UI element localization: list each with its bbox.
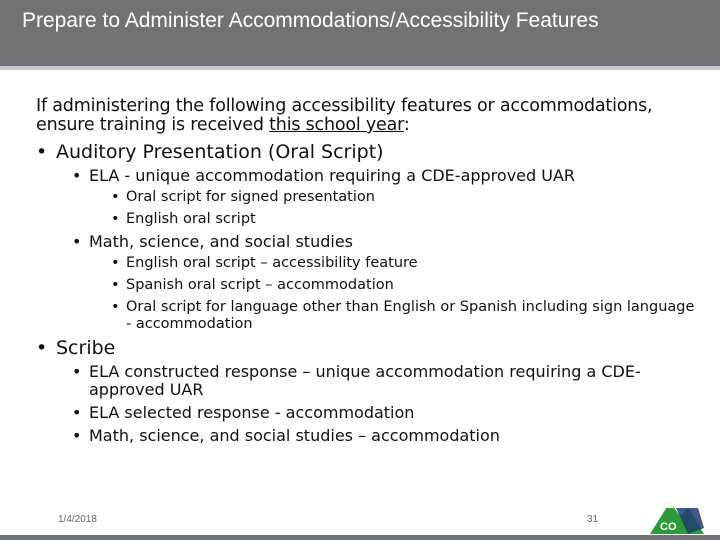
subsection-ela (72, 167, 696, 228)
detail-item: • English oral script – accessibility feature (109, 255, 696, 272)
subsection-list (72, 167, 696, 333)
subsection-item: • ELA selected response - accommodation (72, 404, 696, 422)
colorado-logo-icon (648, 498, 704, 534)
subsection-item: • ELA constructed response – unique accommodation requiring a CDE-approved UAR (72, 363, 696, 399)
detail-item: • English oral script (109, 211, 696, 228)
slide-body (36, 97, 696, 445)
logo-snow-shape (666, 502, 674, 508)
bottom-bar (0, 535, 720, 540)
intro-underlined: this school year (269, 115, 404, 135)
subsection-item: • Math, science, and social studies – accommodation (72, 427, 696, 445)
logo-text: CO (660, 521, 677, 533)
section-label: Auditory Presentation (Oral Script) (56, 141, 384, 163)
section-list (36, 141, 696, 445)
intro-suffix: : (403, 115, 410, 135)
title-bar-accent (0, 66, 720, 70)
section-auditory-presentation (36, 141, 696, 333)
subsection-math-science-social (72, 233, 696, 333)
subsection-label: ELA - unique accommodation requiring a CDE-approved UAR (89, 166, 576, 185)
detail-list (109, 189, 696, 228)
intro-prefix: If administering the following accessibility features or accommodations, ensure training is received (36, 96, 653, 135)
footer-date: 1/4/2018 (58, 514, 97, 525)
intro-text (36, 97, 696, 135)
detail-item: • Oral script for language other than English or Spanish including sign language - accommodation (109, 299, 696, 333)
detail-list (109, 255, 696, 333)
section-scribe (36, 337, 696, 445)
page-number: 31 (587, 514, 599, 525)
slide-title: Prepare to Administer Accommodations/Accessibility Features (22, 9, 599, 32)
subsection-label: Math, science, and social studies (89, 232, 353, 251)
title-bar (0, 0, 720, 66)
detail-item: • Oral script for signed presentation (109, 189, 696, 206)
detail-item: • Spanish oral script – accommodation (109, 277, 696, 294)
section-label: Scribe (56, 337, 116, 359)
subsection-list (72, 363, 696, 445)
